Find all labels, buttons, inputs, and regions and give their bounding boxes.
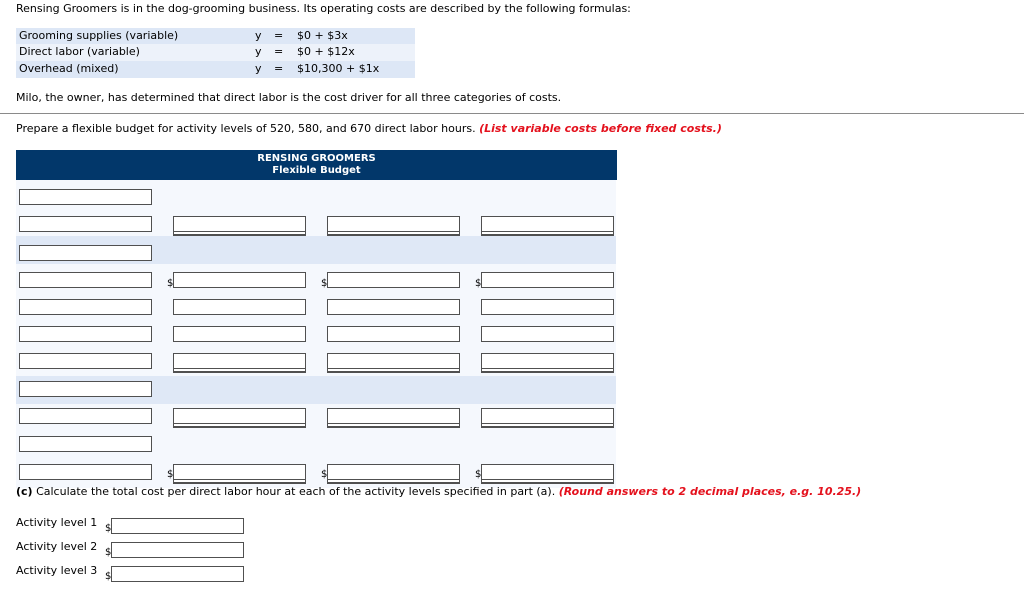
dollar-sign: $ (475, 469, 482, 480)
row-label-input[interactable] (19, 272, 152, 288)
row-label-input[interactable] (19, 299, 152, 315)
amount-input[interactable] (327, 272, 460, 288)
amount-input[interactable] (173, 272, 306, 288)
row-label-input[interactable] (19, 408, 152, 424)
formula-y: y (255, 62, 262, 75)
part-a-hint: (List variable costs before fixed costs.) (479, 122, 722, 135)
total-input[interactable] (481, 464, 614, 480)
formula-expression: $0 + $3x (297, 29, 348, 42)
formula-equals: = (274, 62, 284, 75)
amount-input[interactable] (327, 408, 460, 424)
formula-expression: $10,300 + $1x (297, 62, 380, 75)
activity-level-1-input[interactable] (173, 216, 306, 232)
formula-label: Overhead (mixed) (19, 62, 119, 75)
row-label-input[interactable] (19, 189, 152, 205)
amount-input[interactable] (481, 299, 614, 315)
formula-y: y (255, 29, 262, 42)
part-c-hint: (Round answers to 2 decimal places, e.g. 10.25.) (558, 485, 862, 498)
section-divider (0, 113, 1024, 114)
cost-per-hour-level-1-input[interactable] (111, 518, 244, 534)
driver-note: Milo, the owner, has determined that direct labor is the cost driver for all three categories of costs. (16, 91, 562, 104)
dollar-sign: $ (105, 523, 112, 534)
part-c-prompt (16, 485, 861, 499)
activity-level-2-input[interactable] (327, 216, 460, 232)
total-input[interactable] (173, 464, 306, 480)
row-label-input[interactable] (19, 436, 152, 452)
formula-label: Grooming supplies (variable) (19, 29, 179, 42)
budget-header (16, 150, 617, 180)
dollar-sign: $ (105, 571, 112, 582)
formula-equals: = (274, 45, 284, 58)
row-label-input[interactable] (19, 216, 152, 232)
row-label-input[interactable] (19, 381, 152, 397)
part-a-text: Prepare a flexible budget for activity levels of 520, 580, and 670 direct labor hours. (16, 122, 476, 135)
amount-input[interactable] (327, 299, 460, 315)
amount-input[interactable] (327, 326, 460, 342)
budget-company-name: RENSING GROOMERS (257, 153, 376, 164)
activity-level-3-label: Activity level 3 (16, 564, 98, 577)
amount-input[interactable] (173, 408, 306, 424)
row-label-input[interactable] (19, 464, 152, 480)
formula-expression: $0 + $12x (297, 45, 355, 58)
dollar-sign: $ (167, 469, 174, 480)
dollar-sign: $ (321, 278, 328, 289)
subtotal-input[interactable] (327, 353, 460, 369)
row-label-input[interactable] (19, 353, 152, 369)
part-c-label: (c) (16, 485, 33, 498)
activity-level-3-input[interactable] (481, 216, 614, 232)
cost-per-hour-level-3-input[interactable] (111, 566, 244, 582)
dollar-sign: $ (105, 547, 112, 558)
activity-level-1-label: Activity level 1 (16, 516, 98, 529)
intro-text: Rensing Groomers is in the dog-grooming business. Its operating costs are described by the following formulas: (16, 2, 631, 15)
subtotal-input[interactable] (173, 353, 306, 369)
amount-input[interactable] (173, 326, 306, 342)
formula-y: y (255, 45, 262, 58)
amount-input[interactable] (481, 326, 614, 342)
activity-level-2-label: Activity level 2 (16, 540, 98, 553)
part-c-text: Calculate the total cost per direct labor hour at each of the activity levels specified in part (a). (36, 485, 556, 498)
formula-equals: = (274, 29, 284, 42)
subtotal-input[interactable] (481, 353, 614, 369)
amount-input[interactable] (173, 299, 306, 315)
part-a-prompt (16, 122, 722, 136)
row-label-input[interactable] (19, 245, 152, 261)
cost-per-hour-level-2-input[interactable] (111, 542, 244, 558)
dollar-sign: $ (475, 278, 482, 289)
row-label-input[interactable] (19, 326, 152, 342)
amount-input[interactable] (481, 408, 614, 424)
budget-subtitle: Flexible Budget (272, 165, 361, 176)
total-input[interactable] (327, 464, 460, 480)
dollar-sign: $ (167, 278, 174, 289)
dollar-sign: $ (321, 469, 328, 480)
amount-input[interactable] (481, 272, 614, 288)
formula-label: Direct labor (variable) (19, 45, 140, 58)
